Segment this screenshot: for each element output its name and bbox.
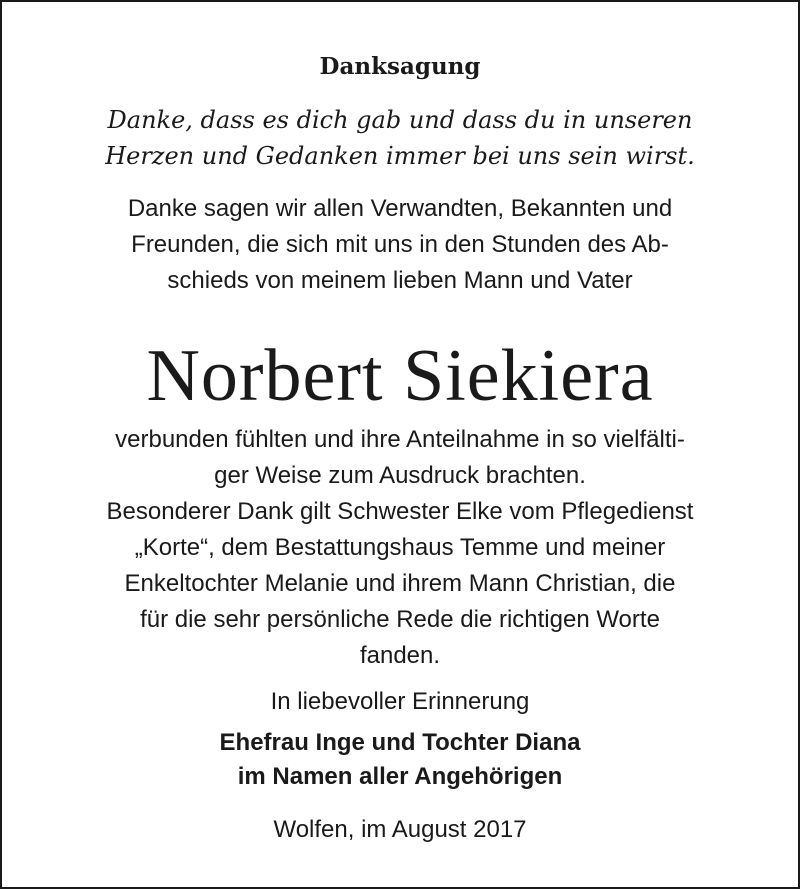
signers-line: Ehefrau Inge und Tochter Diana (219, 729, 581, 756)
motto-line: Danke, dass es dich gab und dass du in unseren (107, 106, 693, 134)
intro-line: schieds von meinem lieben Mann und Vater (167, 267, 633, 294)
thanks-line: Enkeltochter Melanie und ihrem Mann Christian, die (124, 570, 676, 597)
signers (2, 726, 798, 794)
thanks-line: ger Weise zum Ausdruck brachten. (214, 462, 586, 489)
signers-line: im Namen aller Angehörigen (237, 763, 563, 790)
thanks-line: fanden. (359, 642, 441, 669)
intro-line: Danke sagen wir allen Verwandten, Bekannten und (127, 195, 673, 222)
motto (2, 102, 798, 174)
thanks-text (2, 422, 798, 674)
thanks-line: verbunden fühlten und ihre Anteilnahme in so vielfälti- (115, 426, 685, 453)
intro-line: Freunden, die sich mit uns in den Stunden des Ab- (131, 231, 669, 258)
thanks-line: Besonderer Dank gilt Schwester Elke vom Pflegedienst (106, 498, 694, 525)
place-date: Wolfen, im August 2017 (273, 816, 527, 843)
closing-phrase: In liebevoller Erinnerung (270, 688, 530, 715)
thanks-line: für die sehr persönliche Rede die richtigen Worte (140, 606, 660, 633)
motto-line: Herzen und Gedanken immer bei uns sein wirst. (105, 142, 695, 170)
deceased-name: Norbert Siekiera (146, 335, 654, 417)
intro-text (2, 191, 798, 299)
notice-heading: Danksagung (319, 53, 481, 80)
thanks-line: „Korte“, dem Bestattungshaus Temme und meiner (134, 534, 666, 561)
